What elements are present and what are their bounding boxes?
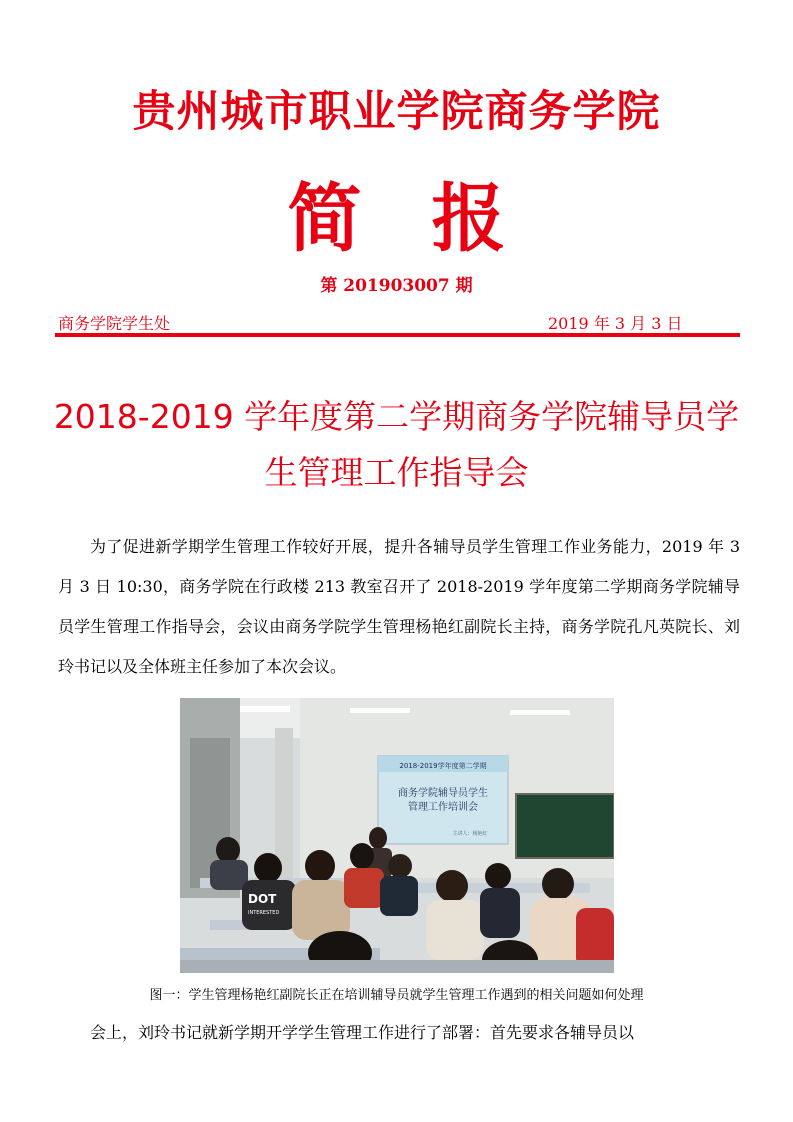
screen-text-3: 管理工作培训会	[408, 802, 478, 813]
shirt-text: DOT	[248, 892, 277, 906]
screen-text-1: 2018-2019学年度第二学期	[399, 762, 487, 770]
organization-title: 贵州城市职业学院商务学院	[132, 87, 661, 137]
photo-caption: 图一：学生管理杨艳红副院长正在培训辅导员就学生管理工作遇到的相关问题如何处理	[149, 988, 644, 1003]
shirt-text-2: INTERESTED	[248, 910, 280, 916]
masthead-title: 简报	[287, 176, 576, 262]
article-title: 2018-2019 学年度第二学期商务学院辅导员学生管理工作指导会	[53, 397, 740, 492]
article-paragraph: 为了促进新学期学生管理工作较好开展，提升各辅导员学生管理工作业务能力，2019 年 3 月 3 日 10:30，商务学院在行政楼 213 教室召开了 2018-2019 学年度第二学期商务学院辅导员学生管理工作指导会，会议由商务学院学生管理杨艳红副院长主持，商务学院孔凡英院长、刘玲书记以及全体班主任参加了本次会议。	[58, 537, 740, 676]
screen-text-2: 商务学院辅导员学生	[398, 788, 488, 799]
header-divider	[55, 333, 740, 337]
screen-text-4: 主讲人：杨艳红	[452, 831, 488, 837]
department-label: 商务学院学生处	[58, 314, 171, 333]
article-paragraph-2: 会上，刘玲书记就新学期开学学生管理工作进行了部署：首先要求各辅导员以	[90, 1023, 635, 1042]
issue-date: 2019 年 3 月 3 日	[548, 314, 683, 333]
meeting-photo	[180, 698, 614, 973]
issue-number: 第 201903007 期	[320, 276, 473, 296]
